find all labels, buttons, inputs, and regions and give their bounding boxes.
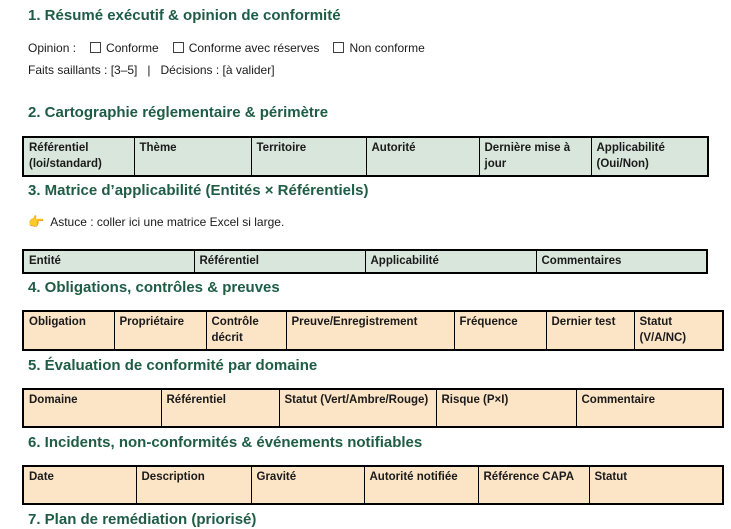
column-header-commentaire: Commentaire <box>576 389 723 427</box>
section-6-heading: 6. Incidents, non-conformités & événements notifiables <box>28 434 423 451</box>
column-header-domaine: Domaine <box>23 389 161 427</box>
column-header-autorite-notifiee: Autorité notifiée <box>364 466 478 504</box>
opinion-line <box>28 40 731 56</box>
column-header-date: Date <box>23 466 136 504</box>
column-header-territoire: Territoire <box>251 137 366 176</box>
column-header-statut-vanc: Statut (V/A/NC) <box>634 311 723 350</box>
table-header-row <box>23 250 707 273</box>
column-header-obligation: Obligation <box>23 311 114 350</box>
decisions-text: Décisions : [à valider] <box>160 63 275 77</box>
option-label-conforme-avec-reserves: Conforme avec réserves <box>188 41 320 55</box>
column-header-proprietaire: Propriétaire <box>114 311 206 350</box>
separator-bar: | <box>147 63 151 77</box>
section-3-heading: 3. Matrice d’applicabilité (Entités × Référentiels) <box>28 182 369 199</box>
column-header-autorite: Autorité <box>366 137 479 176</box>
column-header-description: Description <box>136 466 251 504</box>
highlights-line <box>28 62 731 78</box>
checkbox-conforme-avec-reserves[interactable] <box>173 42 184 53</box>
section-7-heading: 7. Plan de remédiation (priorisé) <box>28 511 257 528</box>
column-header-frequence: Fréquence <box>454 311 546 350</box>
column-header-referentiel: Référentiel <box>194 250 365 273</box>
option-label-non-conforme: Non conforme <box>349 41 425 55</box>
column-header-derniere-mise-a-jour: Dernière mise à jour <box>479 137 591 176</box>
obligations-table <box>22 310 724 351</box>
column-header-commentaires: Commentaires <box>536 250 707 273</box>
checkbox-non-conforme[interactable] <box>333 42 344 53</box>
table-header-row <box>23 389 723 427</box>
cartographie-table <box>22 136 709 177</box>
tip-line <box>28 214 731 230</box>
column-header-applicabilite: Applicabilité (Oui/Non) <box>591 137 708 176</box>
section-1-heading: 1. Résumé exécutif & opinion de conformité <box>28 7 341 24</box>
column-header-reference-capa: Référence CAPA <box>478 466 589 504</box>
section-4-heading: 4. Obligations, contrôles & preuves <box>28 279 280 296</box>
table-header-row <box>23 137 708 176</box>
column-header-preuve-enregistrement: Preuve/Enregistrement <box>286 311 454 350</box>
column-header-entite: Entité <box>23 250 194 273</box>
section-5-heading: 5. Évaluation de conformité par domaine <box>28 357 318 374</box>
section-2-heading: 2. Cartographie réglementaire & périmètre <box>28 104 329 121</box>
incidents-table <box>22 465 724 505</box>
column-header-dernier-test: Dernier test <box>546 311 634 350</box>
table-header-row <box>23 466 723 504</box>
column-header-controle-decrit: Contrôle décrit <box>206 311 286 350</box>
table-header-row <box>23 311 723 350</box>
opinion-label: Opinion : <box>28 41 77 55</box>
column-header-applicabilite: Applicabilité <box>365 250 536 273</box>
column-header-referentiel: Référentiel (loi/standard) <box>23 137 134 176</box>
column-header-statut-couleur: Statut (Vert/Ambre/Rouge) <box>279 389 436 427</box>
checkbox-conforme[interactable] <box>90 42 101 53</box>
column-header-risque: Risque (P×I) <box>436 389 576 427</box>
pointing-hand-icon: 👉 <box>28 214 45 229</box>
evaluation-domaine-table <box>22 388 724 428</box>
faits-saillants-text: Faits saillants : [3–5] <box>28 63 138 77</box>
tip-text: Astuce : coller ici une matrice Excel si large. <box>50 215 285 229</box>
column-header-statut: Statut <box>589 466 723 504</box>
column-header-gravite: Gravité <box>251 466 364 504</box>
option-label-conforme: Conforme <box>106 41 159 55</box>
matrice-applicabilite-table <box>22 249 708 274</box>
column-header-referentiel: Référentiel <box>161 389 279 427</box>
column-header-theme: Thème <box>134 137 251 176</box>
